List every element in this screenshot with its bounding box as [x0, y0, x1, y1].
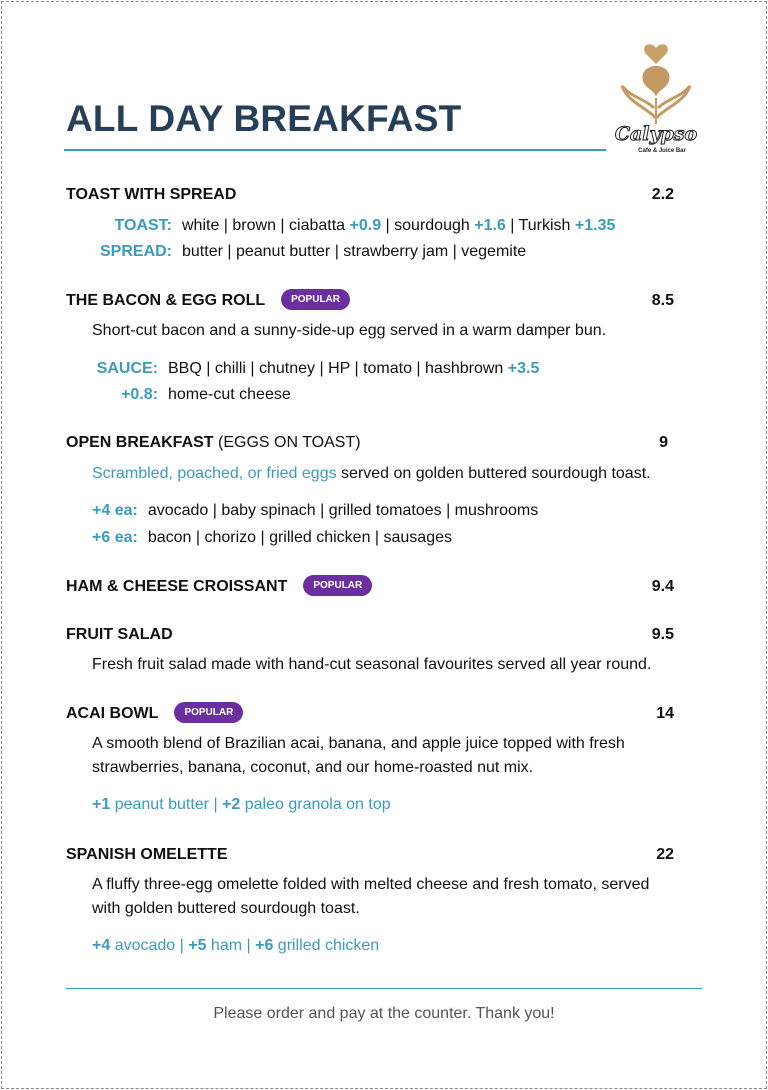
addon-price: +4 [92, 937, 111, 954]
menu-item-price: 2.2 [651, 186, 674, 203]
menu-item-addons [92, 794, 391, 816]
menu-item-name: FRUIT SALAD [66, 626, 173, 643]
menu-item-addons [92, 935, 379, 957]
option-text: avocado | baby spinach | grilled tomatoes | mushrooms [147, 502, 539, 519]
menu-item-price: 9 [659, 434, 668, 451]
addon-text: avocado | [110, 937, 189, 954]
addon-text: peanut butter | [110, 796, 223, 813]
title-divider [64, 149, 606, 151]
option-text: | sourdough [381, 217, 475, 234]
addon-text: grilled chicken [273, 937, 380, 954]
addon-price: +1 [92, 796, 111, 813]
latte-art-icon [604, 36, 708, 156]
menu-item-description: Fresh fruit salad made with hand-cut seasonal favourites served all year round. [92, 656, 652, 673]
page-title: ALL DAY BREAKFAST [66, 98, 462, 139]
option-row-spread [100, 241, 526, 263]
footer-divider [66, 988, 702, 989]
option-label: +0.8: [121, 386, 158, 403]
menu-item-description: strawberries, banana, coconut, and our home-roasted nut mix. [92, 759, 534, 776]
option-label: SAUCE: [96, 360, 158, 377]
option-label: SPREAD: [100, 243, 173, 260]
option-text: home-cut cheese [168, 386, 291, 403]
menu-item-name [66, 703, 243, 725]
option-price: +0.9 [349, 217, 382, 234]
menu-item-name [66, 432, 361, 454]
option-row-6ea [92, 527, 452, 549]
popular-badge: POPULAR [303, 575, 372, 596]
menu-item-price: 9.4 [651, 578, 674, 595]
option-price: +3.5 [507, 360, 540, 377]
menu-item-name: SPANISH OMELETTE [66, 846, 228, 863]
addon-text: paleo granola on top [240, 796, 391, 813]
option-row-cheese [86, 384, 291, 406]
option-label: +4 ea: [92, 502, 138, 519]
option-text: white | brown | ciabatta [182, 217, 350, 234]
description-highlight: Scrambled, poached, or fried eggs [92, 465, 337, 482]
svg-text:Cafe & Juice Bar: Cafe & Juice Bar [638, 148, 686, 154]
calypso-logo [604, 36, 708, 156]
option-row-4ea [92, 500, 538, 522]
menu-item-price: 9.5 [651, 626, 674, 643]
item-name-text: THE BACON & EGG ROLL [66, 292, 266, 309]
menu-item-description: Short-cut bacon and a sunny-side-up egg served in a warm damper bun. [92, 322, 607, 339]
popular-badge: POPULAR [174, 702, 243, 723]
menu-item-description: A fluffy three-egg omelette folded with melted cheese and fresh tomato, served [92, 876, 650, 893]
addon-price: +6 [255, 937, 274, 954]
addon-text: ham | [206, 937, 256, 954]
footer-note: Please order and pay at the counter. Thank you! [213, 1005, 555, 1022]
menu-item-description [92, 463, 651, 485]
menu-item-name [66, 576, 372, 598]
option-text: BBQ | chilli | chutney | HP | tomato | hashbrown [168, 360, 508, 377]
addon-price: +2 [222, 796, 241, 813]
option-price: +1.6 [474, 217, 506, 234]
menu-item-description: with golden buttered sourdough toast. [92, 900, 360, 917]
item-name-text: HAM & CHEESE CROISSANT [66, 578, 288, 595]
option-text: bacon | chorizo | grilled chicken | sausages [147, 529, 452, 546]
addon-price: +5 [188, 937, 207, 954]
menu-item-description: A smooth blend of Brazilian acai, banana, and apple juice topped with fresh [92, 735, 625, 752]
menu-item-price: 22 [656, 846, 674, 863]
menu-item-name [66, 290, 350, 312]
item-name-suffix: (EGGS ON TOAST) [213, 434, 361, 451]
description-text: served on golden buttered sourdough toast. [336, 465, 651, 482]
option-text: | Turkish [505, 217, 575, 234]
popular-badge: POPULAR [281, 289, 350, 310]
option-row-sauce [86, 358, 539, 380]
option-row-toast [100, 215, 615, 237]
menu-item-name: TOAST WITH SPREAD [66, 186, 237, 203]
menu-item-price: 14 [656, 705, 674, 722]
item-name-text: ACAI BOWL [66, 705, 159, 722]
logo-wordmark: Calypso [614, 123, 698, 145]
menu-item-price: 8.5 [651, 292, 674, 309]
item-name-text: OPEN BREAKFAST [66, 434, 214, 451]
option-label: TOAST: [114, 217, 172, 234]
option-price: +1.35 [574, 217, 616, 234]
option-text: butter | peanut butter | strawberry jam | vegemite [182, 243, 527, 260]
option-label: +6 ea: [92, 529, 138, 546]
